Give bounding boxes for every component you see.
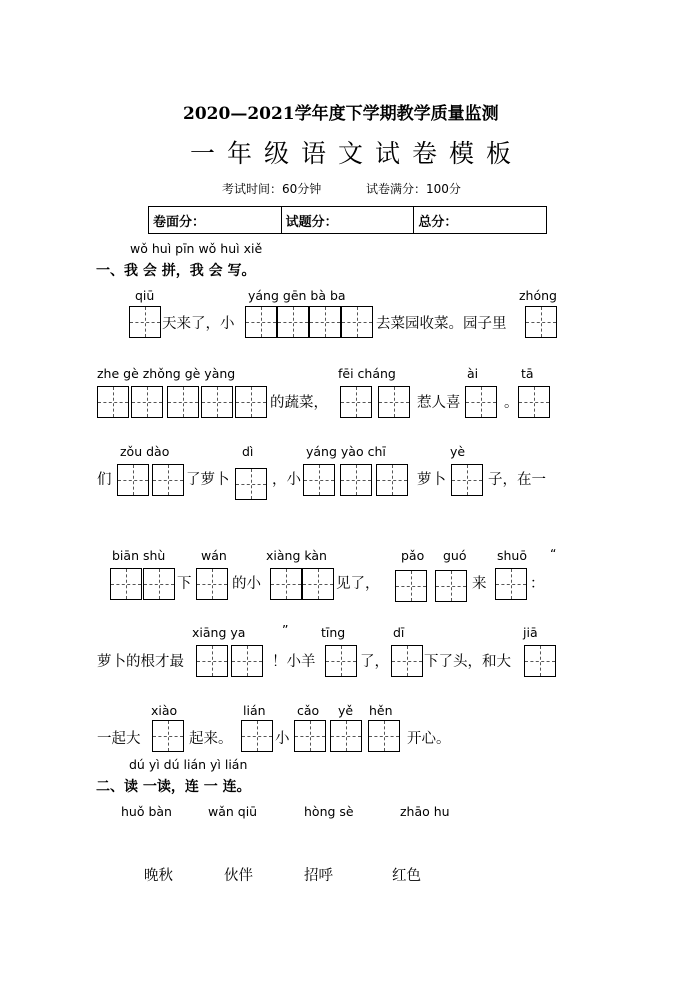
- writing-box[interactable]: [518, 386, 550, 418]
- pinyin-label: zǒu dào: [120, 444, 170, 459]
- writing-box[interactable]: [451, 464, 483, 496]
- writing-box[interactable]: [524, 645, 556, 677]
- writing-box[interactable]: [378, 386, 410, 418]
- pinyin-label: ”: [282, 622, 289, 637]
- writing-box[interactable]: [303, 464, 335, 496]
- score-table: [148, 206, 547, 234]
- writing-box[interactable]: [435, 570, 467, 602]
- pinyin-label: ài: [467, 366, 479, 381]
- writing-box[interactable]: [129, 306, 161, 338]
- pinyin-label: yè: [450, 444, 466, 459]
- pinyin-label: lián: [243, 703, 266, 718]
- pinyin-label: fēi cháng: [338, 366, 396, 381]
- section2-pinyin: dú yì dú lián yì lián: [129, 757, 248, 772]
- pinyin-label: wán: [201, 548, 227, 563]
- sentence-text: 起来。: [189, 731, 233, 747]
- writing-box[interactable]: [245, 306, 277, 338]
- section1-pinyin: wǒ huì pīn wǒ huì xiě: [130, 241, 263, 256]
- pinyin-label: tā: [521, 366, 534, 381]
- exam-time: 考试时间：60分钟: [222, 182, 322, 196]
- pinyin-label: shuō: [497, 548, 528, 563]
- pinyin-label: xiàng kàn: [266, 548, 327, 563]
- writing-box[interactable]: [340, 386, 372, 418]
- writing-box[interactable]: [235, 386, 267, 418]
- pinyin-label: “: [550, 546, 557, 561]
- pinyin-label: zhóng: [519, 288, 557, 303]
- sentence-text: ，小: [272, 472, 301, 488]
- writing-box[interactable]: [270, 568, 302, 600]
- sentence-text: 下: [177, 576, 192, 592]
- sentence-text: 来: [472, 576, 487, 592]
- sentence-text: ！小羊: [272, 654, 316, 670]
- score-cell-questions: 试题分：: [282, 207, 415, 233]
- hanzi-word[interactable]: 招呼: [304, 868, 333, 884]
- sentence-text: 见了，: [336, 576, 380, 592]
- sentence-text: 萝卜: [417, 472, 446, 488]
- exam-title: 2020—2021学年度下学期教学质量监测: [183, 104, 499, 124]
- writing-box[interactable]: [465, 386, 497, 418]
- writing-box[interactable]: [152, 464, 184, 496]
- pinyin-label: xiāng ya: [192, 625, 246, 640]
- writing-box[interactable]: [201, 386, 233, 418]
- pinyin-label: dì: [242, 444, 254, 459]
- sentence-text: 的蔬菜，: [270, 395, 328, 411]
- writing-box[interactable]: [110, 568, 142, 600]
- writing-box[interactable]: [309, 306, 341, 338]
- writing-box[interactable]: [167, 386, 199, 418]
- sentence-text: 下了头，和大: [424, 654, 511, 670]
- section2-title: 二、读 一读，连 一 连。: [96, 779, 251, 795]
- writing-box[interactable]: [117, 464, 149, 496]
- score-cell-appearance: 卷面分：: [149, 207, 282, 233]
- sentence-text: 。: [504, 395, 519, 411]
- sentence-text: ：: [530, 576, 545, 592]
- sentence-text: 萝卜的根才最: [97, 654, 184, 670]
- section1-title: 一、我 会 拼，我 会 写。: [96, 263, 256, 279]
- writing-box[interactable]: [341, 306, 373, 338]
- writing-box[interactable]: [235, 468, 267, 500]
- pinyin-label: zhe gè zhǒng gè yàng: [97, 366, 236, 381]
- sentence-text: 子，在一: [488, 472, 546, 488]
- sentence-text: 天来了，小: [162, 316, 235, 332]
- hanzi-word[interactable]: 伙伴: [224, 868, 253, 884]
- writing-box[interactable]: [368, 720, 400, 752]
- sentence-text: 了萝卜: [186, 472, 230, 488]
- writing-box[interactable]: [376, 464, 408, 496]
- writing-box[interactable]: [97, 386, 129, 418]
- sentence-text: 惹人喜: [417, 395, 461, 411]
- pinyin-label: guó: [443, 548, 467, 563]
- sentence-text: 了，: [360, 654, 389, 670]
- writing-box[interactable]: [495, 568, 527, 600]
- score-cell-total: 总分：: [418, 215, 458, 230]
- writing-box[interactable]: [131, 386, 163, 418]
- writing-box[interactable]: [391, 645, 423, 677]
- sentence-text: 小: [275, 731, 290, 747]
- pinyin-label: dī: [393, 625, 405, 640]
- sentence-text: 一起大: [97, 731, 141, 747]
- sentence-text: 的小: [232, 576, 261, 592]
- pinyin-label: yáng yào chī: [306, 444, 386, 459]
- sentence-text: 们: [97, 472, 112, 488]
- writing-box[interactable]: [330, 720, 362, 752]
- pinyin-word[interactable]: huǒ bàn: [121, 804, 172, 819]
- paper-subtitle: 一年级语文试卷模板: [190, 139, 524, 168]
- pinyin-label: hěn: [369, 703, 393, 718]
- writing-box[interactable]: [196, 645, 228, 677]
- pinyin-label: yě: [338, 703, 354, 718]
- pinyin-word[interactable]: wǎn qiū: [208, 804, 258, 819]
- hanzi-word[interactable]: 晚秋: [144, 868, 173, 884]
- writing-box[interactable]: [395, 570, 427, 602]
- sentence-text: 去菜园收菜。园子里: [376, 316, 507, 332]
- pinyin-label: tīng: [321, 625, 346, 640]
- writing-box[interactable]: [340, 464, 372, 496]
- sentence-text: 开心。: [407, 731, 451, 747]
- pinyin-label: xiào: [151, 703, 178, 718]
- pinyin-label: cǎo: [297, 703, 320, 718]
- writing-box[interactable]: [143, 568, 175, 600]
- writing-box[interactable]: [302, 568, 334, 600]
- writing-box[interactable]: [152, 720, 184, 752]
- pinyin-label: jiā: [523, 625, 538, 640]
- pinyin-label: yáng gēn bà ba: [248, 288, 346, 303]
- writing-box[interactable]: [241, 720, 273, 752]
- writing-box[interactable]: [294, 720, 326, 752]
- writing-box[interactable]: [231, 645, 263, 677]
- writing-box[interactable]: [325, 645, 357, 677]
- writing-box[interactable]: [196, 568, 228, 600]
- writing-box[interactable]: [277, 306, 309, 338]
- pinyin-label: biān shù: [112, 548, 166, 563]
- pinyin-label: pǎo: [401, 548, 425, 563]
- pinyin-word[interactable]: hòng sè: [304, 804, 354, 819]
- pinyin-word[interactable]: zhāo hu: [400, 804, 450, 819]
- hanzi-word[interactable]: 红色: [392, 868, 421, 884]
- writing-box[interactable]: [525, 306, 557, 338]
- full-score: 试卷满分：100分: [366, 182, 461, 196]
- pinyin-label: qiū: [135, 288, 155, 303]
